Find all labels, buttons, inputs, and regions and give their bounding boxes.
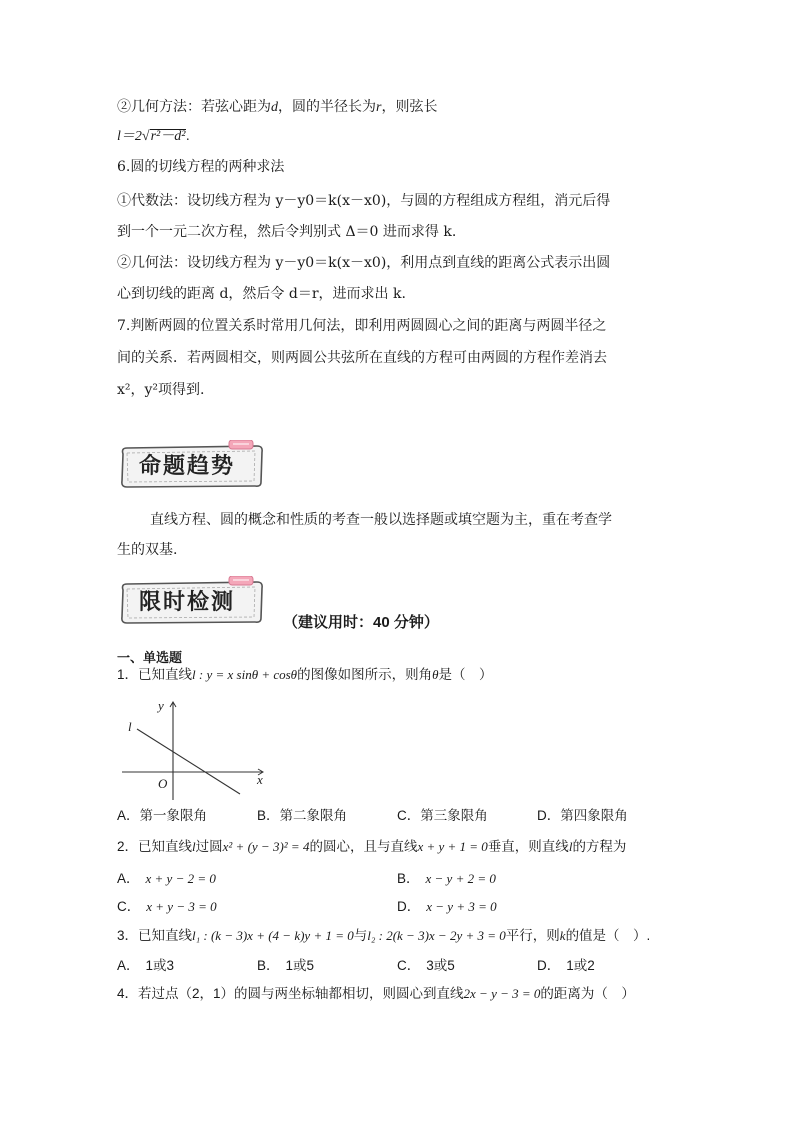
q3-option-c-letter: C． <box>397 958 421 973</box>
q1-graph <box>118 696 268 802</box>
q1-stem-b: 的图像如图所示，则角 <box>297 667 433 682</box>
trend-banner-title: 命题趋势 <box>139 454 236 479</box>
formula-radicand: r²－d² <box>150 129 186 144</box>
q3-option-b[interactable] <box>257 957 314 975</box>
q2-l-2: l <box>568 839 573 854</box>
time-note: （建议用时：40 分钟） <box>283 614 439 631</box>
x-label: x <box>257 772 263 787</box>
q2-option-c-eq: x + y − 3 = 0 <box>146 899 217 914</box>
q2-stem-a: 2．已知直线 <box>117 839 193 854</box>
q4-line-eq: 2x − y − 3 = 0 <box>463 986 541 1001</box>
formula-lhs: l＝2 <box>117 129 142 144</box>
q2-option-a-eq: x + y − 2 = 0 <box>145 871 216 886</box>
q3-option-a[interactable] <box>117 957 174 975</box>
trend-line2: 生的双基. <box>117 542 178 558</box>
q3-option-a-letter: A． <box>117 958 140 973</box>
q2-l: l <box>192 839 196 854</box>
geo-method-line <box>117 98 437 117</box>
sec6-geo-line1: ②几何法：设切线方程为 y－y0＝k(x－x0)，利用点到直线的距离公式表示出圆 <box>117 255 611 271</box>
q3-stem-c: 平行，则 <box>505 928 560 943</box>
q3-option-b-val: 1或5 <box>285 958 315 973</box>
sec6-alg-line2: 到一个一元二次方程，然后令判别式 Δ＝0 进而求得 k. <box>117 224 457 240</box>
line-l <box>137 729 240 794</box>
q1-stem-a: 1．已知直线 <box>117 667 193 682</box>
q3-l2-eq: l₂ : 2(k − 3)x − 2y + 3 = 0 <box>367 928 506 943</box>
q2-option-d-eq: x − y + 3 = 0 <box>426 899 497 914</box>
q2-circle-eq: x² + (y − 3)² = 4 <box>222 839 310 854</box>
q2-option-d-letter: D． <box>397 899 421 914</box>
q3-stem-b: 与 <box>353 928 368 943</box>
q1-stem-c: 是（ ） <box>438 667 493 682</box>
q3-option-d[interactable] <box>537 957 595 975</box>
q2-option-a-letter: A． <box>117 871 140 886</box>
q2-stem-d: 垂直，则直线 <box>487 839 569 854</box>
q2-option-c-letter: C． <box>117 899 141 914</box>
q3-l1-eq: l₁ : (k − 3)x + (4 − k)y + 1 = 0 <box>192 928 354 943</box>
q2-option-d[interactable] <box>397 898 497 916</box>
q3-stem-d: 的值是（ ）. <box>565 928 651 943</box>
var-d: d <box>271 100 278 115</box>
q3-stem <box>117 927 650 945</box>
q3-option-b-letter: B． <box>257 958 280 973</box>
q2-stem-b: 过圆 <box>195 839 223 854</box>
origin-label: O <box>158 776 168 791</box>
q1-theta: θ <box>432 667 439 682</box>
sec7-line3: x²，y²项得到. <box>117 382 205 398</box>
timed-test-banner-title: 限时检测 <box>139 590 236 615</box>
q2-stem-c: 的圆心，且与直线 <box>309 839 418 854</box>
y-label: y <box>158 698 164 713</box>
trend-line1: 直线方程、圆的概念和性质的考查一般以选择题或填空题为主，重在考查学 <box>150 512 612 528</box>
q4-stem <box>117 985 635 1003</box>
timed-test-banner <box>117 576 267 626</box>
q3-option-a-val: 1或3 <box>145 958 175 973</box>
q2-option-c[interactable] <box>117 898 217 916</box>
line-l-label: l <box>128 719 132 734</box>
q1-stem <box>117 666 492 684</box>
q2-option-b-eq: x − y + 2 = 0 <box>425 871 496 886</box>
sec6-alg-line1: ①代数法：设切线方程为 y－y0＝k(x－x0)，与圆的方程组成方程组，消元后得 <box>117 193 611 209</box>
trend-banner <box>117 440 267 490</box>
geo-intro: ②几何方法：若弦心距为 <box>117 99 271 115</box>
q3-option-d-val: 1或2 <box>566 958 595 973</box>
q1-option-b[interactable]: B．第二象限角 <box>257 808 348 823</box>
geo-mid: ，圆的半径长为 <box>278 99 376 115</box>
q3-option-d-letter: D． <box>537 958 561 973</box>
q2-option-b-letter: B． <box>397 871 420 886</box>
sec7-line1: 7.判断两圆的位置关系时常用几何法，即利用两圆圆心之间的距离与两圆半径之 <box>117 318 607 334</box>
q4-stem-a: 4．若过点（2，1）的圆与两坐标轴都相切，则圆心到直线 <box>117 986 464 1001</box>
q4-stem-b: 的距离为（ ） <box>540 986 635 1001</box>
section-single-choice: 一、单选题 <box>117 650 183 665</box>
var-r: r <box>376 100 382 115</box>
sec6-title: 6.圆的切线方程的两种求法 <box>117 159 285 175</box>
formula-end: . <box>186 129 190 144</box>
chord-formula: l＝2√r²－d². <box>117 129 190 144</box>
q1-option-c[interactable]: C．第三象限角 <box>397 808 488 823</box>
q3-option-c-val: 3或5 <box>426 958 455 973</box>
q1-option-d[interactable]: D．第四象限角 <box>537 808 628 823</box>
q2-option-a[interactable] <box>117 870 216 888</box>
sec7-line2: 间的关系．若两圆相交，则两圆公共弦所在直线的方程可由两圆的方程作差消去 <box>117 350 607 366</box>
geo-tail: ，则弦长 <box>381 99 438 115</box>
q3-k: k <box>559 928 566 943</box>
q1-line-eq: l : y = x sinθ + cosθ <box>192 667 298 682</box>
q2-stem <box>117 838 626 856</box>
q3-option-c[interactable] <box>397 957 455 975</box>
q2-option-b[interactable] <box>397 870 496 888</box>
sec6-geo-line2: 心到切线的距离 d，然后令 d＝r，进而求出 k. <box>117 286 406 302</box>
q1-option-a[interactable]: A．第一象限角 <box>117 808 208 823</box>
q2-line-eq: x + y + 1 = 0 <box>417 839 488 854</box>
q2-stem-e: 的方程为 <box>572 839 627 854</box>
q3-stem-a: 3．已知直线 <box>117 928 193 943</box>
